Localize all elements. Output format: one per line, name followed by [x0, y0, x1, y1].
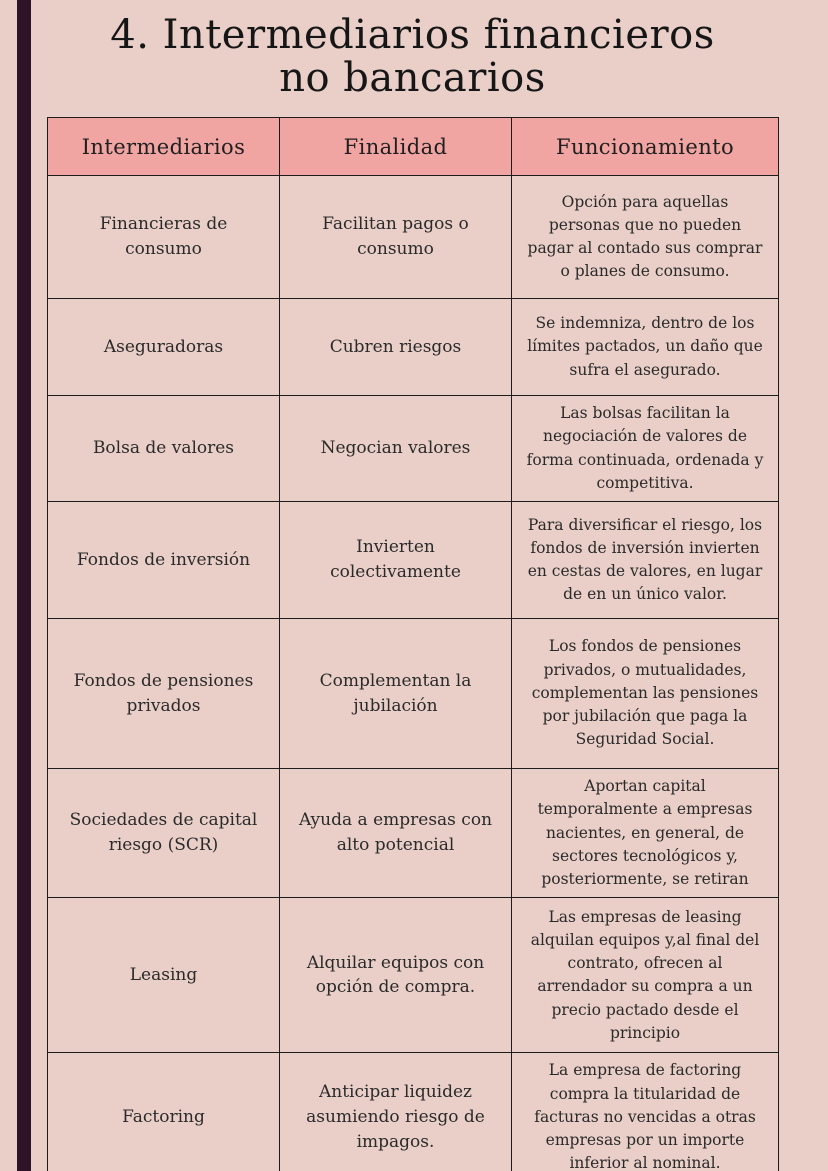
cell-intermediario: Financieras de consumo	[48, 176, 280, 299]
page-title-line1: 4. Intermediarios financieros	[110, 12, 715, 58]
cell-intermediario: Factoring	[48, 1053, 280, 1171]
cell-finalidad: Negocian valores	[280, 396, 512, 502]
header-intermediarios: Intermediarios	[48, 118, 280, 176]
cell-intermediario: Sociedades de capital riesgo (SCR)	[48, 769, 280, 898]
cell-finalidad: Invierten colectivamente	[280, 502, 512, 619]
cell-finalidad: Alquilar equipos con opción de compra.	[280, 898, 512, 1053]
intermediaries-table	[47, 117, 779, 1171]
page-title-line2: no bancarios	[279, 54, 546, 101]
table-row	[48, 396, 779, 502]
cell-funcionamiento: Opción para aquellas personas que no pueden pagar al contado sus comprar o planes de consumo.	[512, 176, 779, 299]
header-finalidad: Finalidad	[280, 118, 512, 176]
table-row	[48, 619, 779, 769]
cell-intermediario: Fondos de pensiones privados	[48, 619, 280, 769]
cell-funcionamiento: Las empresas de leasing alquilan equipos y,al final del contrato, ofrecen al arrendador su compra a un precio pactado desde el principio	[512, 898, 779, 1053]
cell-finalidad: Cubren riesgos	[280, 299, 512, 396]
table-row	[48, 299, 779, 396]
table-header-row	[48, 118, 779, 176]
cell-intermediario: Aseguradoras	[48, 299, 280, 396]
header-funcionamiento: Funcionamiento	[512, 118, 779, 176]
cell-funcionamiento: La empresa de factoring compra la titularidad de facturas no vencidas a otras empresas por un importe inferior al nominal.	[512, 1053, 779, 1171]
cell-finalidad: Ayuda a empresas con alto potencial	[280, 769, 512, 898]
notebook-spine	[17, 0, 31, 1171]
table-row	[48, 176, 779, 299]
cell-funcionamiento: Para diversificar el riesgo, los fondos de inversión invierten en cestas de valores, en lugar de en un único valor.	[512, 502, 779, 619]
table-row	[48, 1053, 779, 1171]
cell-intermediario: Bolsa de valores	[48, 396, 280, 502]
cell-intermediario: Fondos de inversión	[48, 502, 280, 619]
table-row	[48, 502, 779, 619]
page-title	[47, 14, 778, 100]
cell-finalidad: Anticipar liquidez asumiendo riesgo de impagos.	[280, 1053, 512, 1171]
cell-funcionamiento: Las bolsas facilitan la negociación de valores de forma continuada, ordenada y competitiva.	[512, 396, 779, 502]
cell-finalidad: Facilitan pagos o consumo	[280, 176, 512, 299]
cell-intermediario: Leasing	[48, 898, 280, 1053]
cell-funcionamiento: Se indemniza, dentro de los límites pactados, un daño que sufra el asegurado.	[512, 299, 779, 396]
table-row	[48, 898, 779, 1053]
cell-funcionamiento: Los fondos de pensiones privados, o mutualidades, complementan las pensiones por jubilación que paga la Seguridad Social.	[512, 619, 779, 769]
cell-funcionamiento: Aportan capital temporalmente a empresas nacientes, en general, de sectores tecnológicos y, posteriormente, se retiran	[512, 769, 779, 898]
table-row	[48, 769, 779, 898]
cell-finalidad: Complementan la jubilación	[280, 619, 512, 769]
